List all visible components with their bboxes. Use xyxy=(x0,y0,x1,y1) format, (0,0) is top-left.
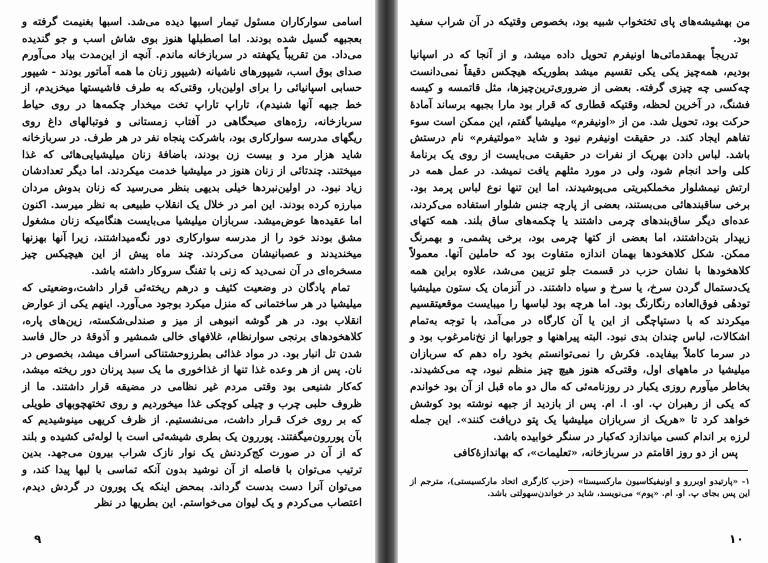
right-page-body xyxy=(410,14,750,462)
page-number-right: ۱۰ xyxy=(729,532,744,546)
paragraph: تمام پادگان در وضعیت کثیف و درهم ریخته‌ئی قرار داشت،وضعیتی که میلیشیا در هر ساختمانی که منزل میکرد بوجود می‌آورد. اینهم یکی از عوارض انقلاب بود. در هر گوشه انبوهی از میز و صندلی‌شکسته، زین‌های پاره، کلاهخودهای برنجی سوارنظام، غلافهای خالی شمشیر و آذوقهٔ در حال فاسد شدن تل انبار بود. در مواد غذائی بطرزوحشتناکی اسراف میشد، بخصوص در نان. پس از هر وعده غذا تنها از غذاخوری ما یک سبد پرنان دور ریخته میشد، که‌کار شنیعی بود وقتی مردم غیر نظامی در مضیقه قرار داشتند. ما از ظروف حلبی چرب و چیلی کوچکی غذا میخوردیم و روی تختهچوبهای طویلی که بر روی خرک قـرار داشت، می‌نشستیم. از ظرف کریهی مینوشیدیم که بآن پوررون‌میگفتند. پوررون یک بطری شیشه‌ئی است با لوله‌ئی کشیده و بلند که از آن در صورت کج‌کردنش یک نوار نازک شراب بیرون می‌جهد. بدین ترتیب می‌توان با فاصله از آن نوشید بدون آنکه تماسی با لبها پیدا کند، و می‌توان آنرا دست بدست گرداند. بمحض اینکه یک پورون در گردش دیدم، اعتصاب می‌کردم و یک لیوان می‌خواستم. این بطریها در نظر xyxy=(22,281,362,510)
paragraph: تدریجاً بهمقدماتی‌ها اونیفرم تحویل داده میشد، و از آنجا که در اسپانیا بودیم، همه‌چیز یکی یکی تقسیم میشد بطوریکه هیچکس دقیقاً نمی‌دانست چه‌کسی چه چیزی گرفته. بعضی از ضروری‌ترین‌چیزها، مثل قاتمسه و کیسه فشنگ، در آخرین لحظه، وقتیکه قطاری که قرار بود مارا بجبهه برساند آمادهٔ حرکت بود، تحویل شد. من از «اونیفرم» میلیشیا گفتم، این ممکن است سوء تفاهم ایجاد کند. در حقیقت اونیفرم نبود و شاید «مولتیفرم» نام درستش باشد. لباس دادن بهریک از نفرات در حقیقت می‌بایست از روی یک برنامهٔ کلی واحد انجام شود، ولی در مورد مثلهم یافت نمیشد. در عمل همه در ارتش نیمشلوار مخملکبریتی می‌پوشیدند، اما این تنها نوع لباس پرمد بود. برخی ساقبندهائی می‌بستند، بعضی از پارچه جنس شلوار استفاده می‌کردند، عده‌ای دیگر ساق‌بندهای چرمی داشتند یا چکمه‌های ساق بلند. همه کتهای زیپدار بتن‌داشتند، اما بعضی از کتها چرمی بود، برخی پشمی، و بهمرنگ ممکن. شکل کلاهخودها بهمان اندازه متفاوت بود که حاملین آنها. معمولاً کلاهخودها با نشان حزب در قسمت جلو تزیین می‌شد، علاوه براین همه یک‌دستمال گردن سرخ، یا سرخ و سیاه داشتند. در آنزمان یک ستون میلیشیا تودهٔی فوق‌العاده رنگارنگ بود. اما هرچه بود لباسها را میبایست موقعیتقسیم میکردند که با دستپاچگی از این یا آن کارگاه در می‌آمد، با توجه به‌تمام اشکالات، لباس چندان بدی نبود. البته پیراهنها و جورابها از نخ‌نامرغوب بود و در سرما کاملاً بیفایده. فکرش را نمی‌توانستم بخود راه دهم که سربازان میلیشیا در ماههای اول، وقتی‌که هنوز هیچ چیز منظم نبود، چه می‌کشیدند. بخاطر میآورم روزی یکبار در روزنامه‌ئی که مال دو ماه قبل از آن بود خواندم که یکی از رهبران پ. او. ا. ام. پس از بازدید از جبهه نوشته بود کوشش خواهد کرد تا «هریک از سربازان میلیشیا یک پتو دریافت کنند». این جمله لرزه بر اندام کسی میاندازد که‌کبار در سنگر خوابیده باشد. xyxy=(410,49,750,443)
footnote-divider xyxy=(568,470,748,471)
left-page xyxy=(0,0,375,563)
footnote: ۱- «پارتیدو اوبررو و اونیفیکاسیون مارکسیستا» (حزب کارگری اتحاد مارکسیستی)، مترجم از این پس بجای پ. او. ام. «پوم» می‌نویسد، شاید در خواندن‌سهولتی باشد. xyxy=(410,477,750,500)
paragraph: پس از دو روز اقامتم در سربازخانه، «تعلیمات»، که بهاندازهٔ‌کافی xyxy=(453,447,738,460)
paragraph: من بهشیشه‌های پای تختخواب شبیه بود، بخصوص وقتیکه در آن شراب سفید بود. xyxy=(410,16,750,45)
paragraph: اسامی سوارکاران مسئول تیمار اسبها دیده می‌شد. اسبها بغنیمت گرفته و بعجبهه گسیل شده بودند. اما اصطبلها هنوز بوی شاش اسب و جو گندیده می‌داد. من تقریباً یکهفته در سربازخانه ماندم. آنچه از این‌مدت بیاد می‌آورم صدای بوق اسب، شیپورهای ناشیانه (شیپور زنان ما همه آماتور بودند - شیپور حسابی اسپانیائی را برای اولین‌بار، وقتی‌که به طرف فاشیستها میخزیدم، از خط جبهه آنها شنیدم)، تاراپ تاراپ تخت میخدار چکمه‌ها در روی حیاط سربازخانه، رژه‌های صبحگاهی در آفتاب زمستانی و فوتبالهای داغ روی ریگهای مدرسه سوارکاری بود، باشرکت پنجاه نفر در هر طرف. در سربازخانه شاید هزار مرد و بیست زن بودند، باضافهٔ زنان میلیشیایی‌هائی که غذا میپختند. چندتائی از زنان هنوز در میلیشیا خدمت میکردند. اما دیگر تعدادشان زیاد نبود. در اولین‌نبردها خیلی بدیهی بنظر می‌رسید که زنان بدوش مردان مبارزه کرده بودند. این امر در خلال یک انقلاب طبیعی به نظر میرسد. اکنون اما عقیده‌ها عوض‌میشد. سربازان میلیشیا می‌بایست هنگامیکه زنان مشغول مشق بودند خود را از مدرسه سوارکاری دور نگه‌میداشتند، زیرا آنها بهزنها میخندیدند و عصبانیشان می‌کردند. چند ماه پیش از این هیچیکس چیز مسخره‌ای در آن نمی‌دید که زنی با تفنگ سروکار داشته باشد. xyxy=(22,16,362,277)
book-spine xyxy=(375,0,398,563)
left-page-body xyxy=(22,14,362,512)
page-number-left: ۹ xyxy=(34,532,42,546)
right-page xyxy=(398,0,768,563)
